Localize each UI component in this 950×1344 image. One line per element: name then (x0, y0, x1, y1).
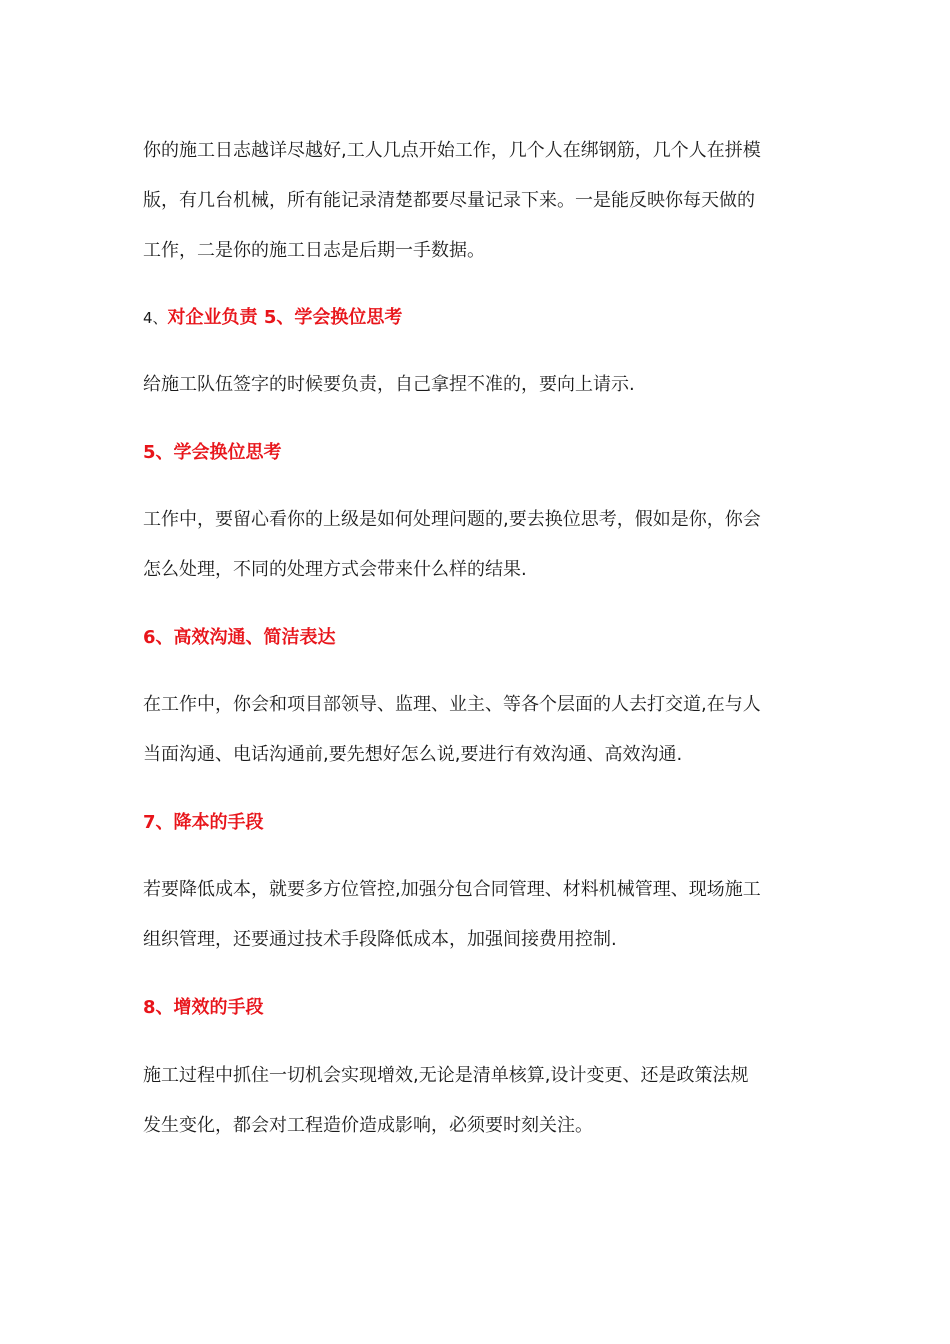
paragraph-line: 在工作中，你会和项目部领导、监理、业主、等各个层面的人去打交道,在与人 (143, 694, 761, 715)
paragraph-line: 工作中，要留心看你的上级是如何处理问题的,要去换位思考，假如是你，你会 (143, 509, 761, 530)
paragraph-efficiency (143, 1051, 808, 1151)
paragraph-line: 组织管理，还要通过技术手段降低成本，加强间接费用控制. (143, 929, 617, 950)
section-heading (143, 303, 808, 333)
paragraph-line: 工作，二是你的施工日志是后期一手数据。 (143, 240, 485, 261)
paragraph-line: 怎么处理，不同的处理方式会带来什么样的结果. (143, 559, 527, 580)
section-heading: 7、降本的手段 (143, 812, 264, 833)
paragraph-text (143, 360, 808, 410)
heading-section-5 (143, 438, 808, 468)
paragraph-line: 版，有几台机械，所有能记录清楚都要尽量记录下来。一是能反映你每天做的 (143, 190, 755, 211)
heading-text: 对企业负责 5、学会换位思考 (167, 307, 403, 328)
paragraph-text (143, 1051, 808, 1151)
paragraph-text (143, 865, 808, 965)
paragraph-construction-log (143, 126, 808, 276)
paragraph-line: 发生变化，都会对工程造价造成影响，必须要时刻关注。 (143, 1115, 593, 1136)
paragraph-line: 你的施工日志越详尽越好,工人几点开始工作，几个人在绑钢筋，几个人在拼模 (143, 140, 761, 161)
heading-section-6 (143, 623, 808, 653)
paragraph-text (143, 126, 808, 276)
paragraph-text (143, 495, 808, 595)
paragraph-responsibility (143, 360, 808, 410)
paragraph-line: 当面沟通、电话沟通前,要先想好怎么说,要进行有效沟通、高效沟通. (143, 744, 683, 765)
heading-number: 4、 (143, 309, 168, 327)
paragraph-line: 给施工队伍签字的时候要负责，自己拿捏不准的，要向上请示. (143, 374, 635, 395)
section-heading: 5、学会换位思考 (143, 442, 282, 463)
paragraph-cost-reduction (143, 865, 808, 965)
heading-section-4 (143, 303, 808, 333)
heading-section-8 (143, 993, 808, 1023)
heading-section-7 (143, 808, 808, 838)
paragraph-text (143, 680, 808, 780)
paragraph-line: 施工过程中抓住一切机会实现增效,无论是清单核算,设计变更、还是政策法规 (143, 1065, 749, 1086)
paragraph-line: 若要降低成本，就要多方位管控,加强分包合同管理、材料机械管理、现场施工 (143, 879, 761, 900)
section-heading: 8、增效的手段 (143, 997, 264, 1018)
paragraph-communication (143, 680, 808, 780)
paragraph-perspective (143, 495, 808, 595)
section-heading: 6、高效沟通、简洁表达 (143, 627, 336, 648)
